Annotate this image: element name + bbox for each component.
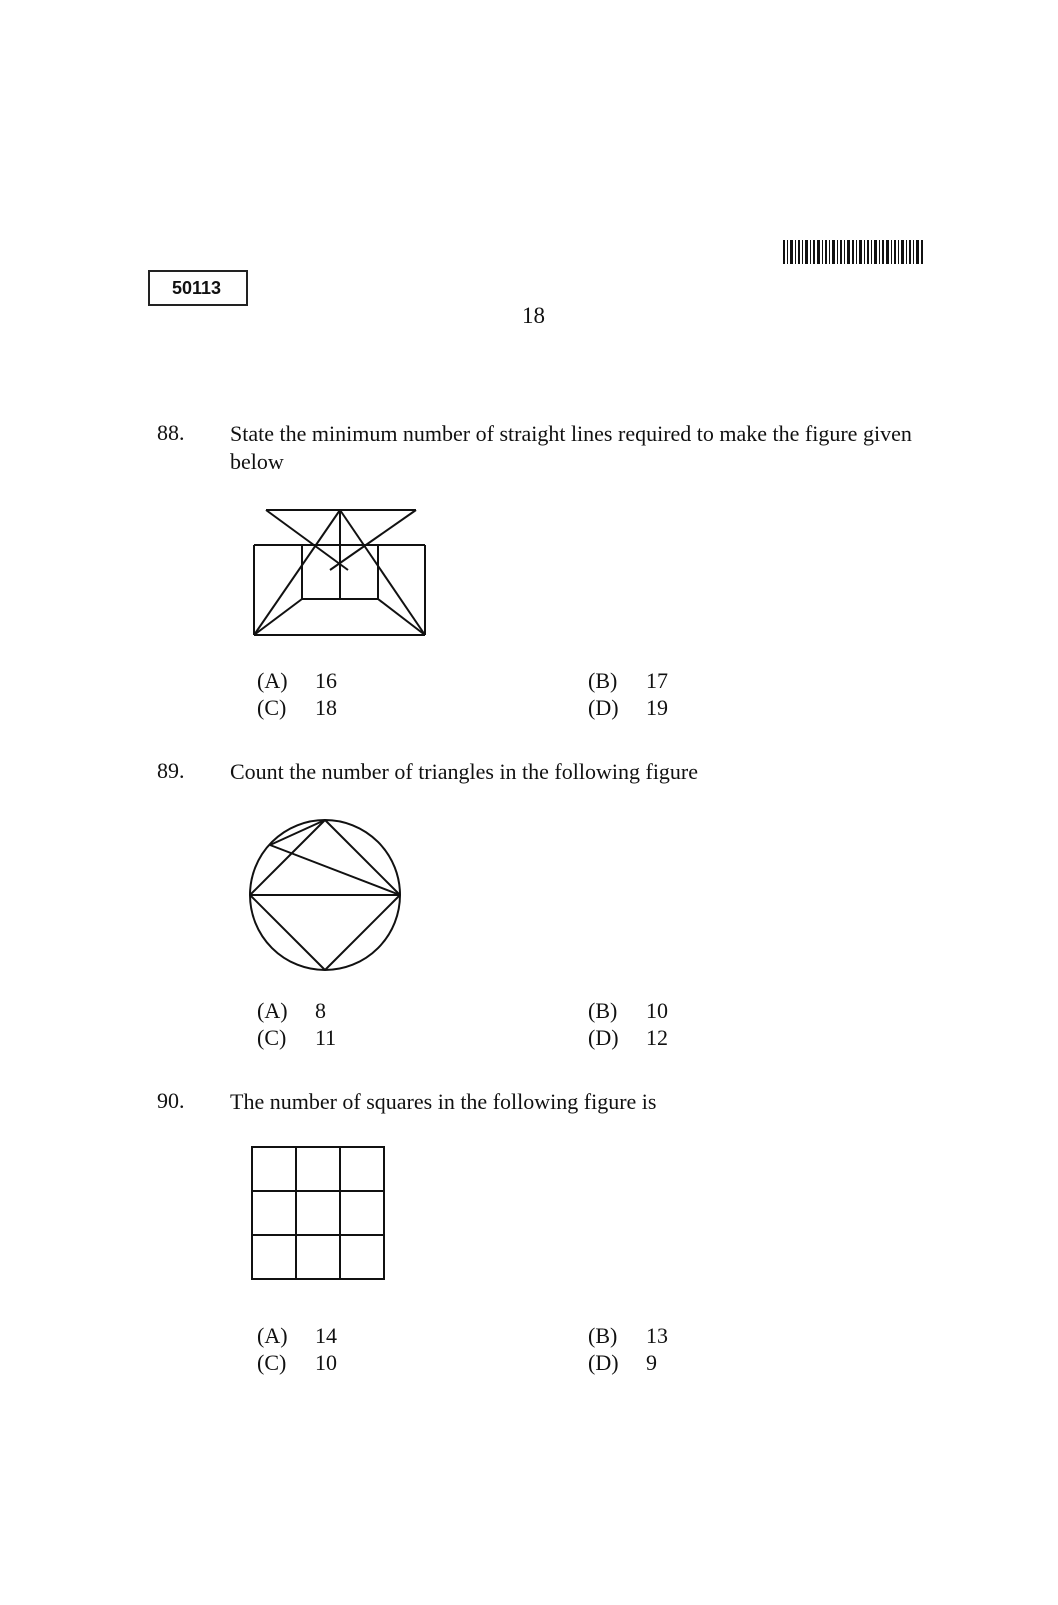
option-c[interactable] bbox=[257, 1350, 337, 1376]
barcode-icon bbox=[783, 240, 925, 264]
option-label: (C) bbox=[257, 1025, 287, 1050]
page-number: 18 bbox=[522, 303, 545, 328]
option-label: (B) bbox=[588, 998, 618, 1023]
option-value: 14 bbox=[315, 1323, 337, 1348]
question-number: 88. bbox=[157, 420, 185, 445]
option-label: (A) bbox=[257, 668, 288, 693]
option-label: (A) bbox=[257, 998, 288, 1023]
option-b[interactable] bbox=[588, 998, 668, 1024]
option-c[interactable] bbox=[257, 1025, 336, 1051]
question-text: State the minimum number of straight lines required to make the figure given below bbox=[230, 421, 912, 474]
option-value: 8 bbox=[315, 998, 326, 1023]
option-label: (D) bbox=[588, 1025, 619, 1050]
option-d[interactable] bbox=[588, 1350, 657, 1376]
option-value: 18 bbox=[315, 695, 337, 720]
option-c[interactable] bbox=[257, 695, 337, 721]
question-text: Count the number of triangles in the following figure bbox=[230, 759, 699, 784]
option-value: 19 bbox=[646, 695, 668, 720]
option-d[interactable] bbox=[588, 1025, 668, 1051]
option-a[interactable] bbox=[257, 1323, 337, 1349]
option-label: (A) bbox=[257, 1323, 288, 1348]
option-label: (C) bbox=[257, 695, 287, 720]
option-value: 13 bbox=[646, 1323, 668, 1348]
option-value: 10 bbox=[646, 998, 668, 1023]
option-label: (D) bbox=[588, 695, 619, 720]
option-value: 11 bbox=[315, 1025, 337, 1050]
option-b[interactable] bbox=[588, 1323, 668, 1349]
circle-triangles-figure bbox=[245, 815, 405, 977]
question-text: The number of squares in the following figure is bbox=[230, 1089, 657, 1114]
paper-code: 50113 bbox=[148, 270, 248, 306]
option-label: (C) bbox=[257, 1350, 287, 1375]
grid-3x3-figure bbox=[250, 1145, 386, 1281]
option-value: 10 bbox=[315, 1350, 337, 1375]
trapezium-box-figure bbox=[250, 505, 430, 640]
option-label: (D) bbox=[588, 1350, 619, 1375]
option-value: 16 bbox=[315, 668, 337, 693]
option-value: 17 bbox=[646, 668, 668, 693]
option-d[interactable] bbox=[588, 695, 668, 721]
question-number: 90. bbox=[157, 1088, 185, 1113]
option-b[interactable] bbox=[588, 668, 668, 694]
question-number: 89. bbox=[157, 758, 185, 783]
option-value: 12 bbox=[646, 1025, 668, 1050]
option-label: (B) bbox=[588, 668, 618, 693]
option-a[interactable] bbox=[257, 998, 326, 1024]
option-a[interactable] bbox=[257, 668, 337, 694]
option-label: (B) bbox=[588, 1323, 618, 1348]
option-value: 9 bbox=[646, 1350, 657, 1375]
